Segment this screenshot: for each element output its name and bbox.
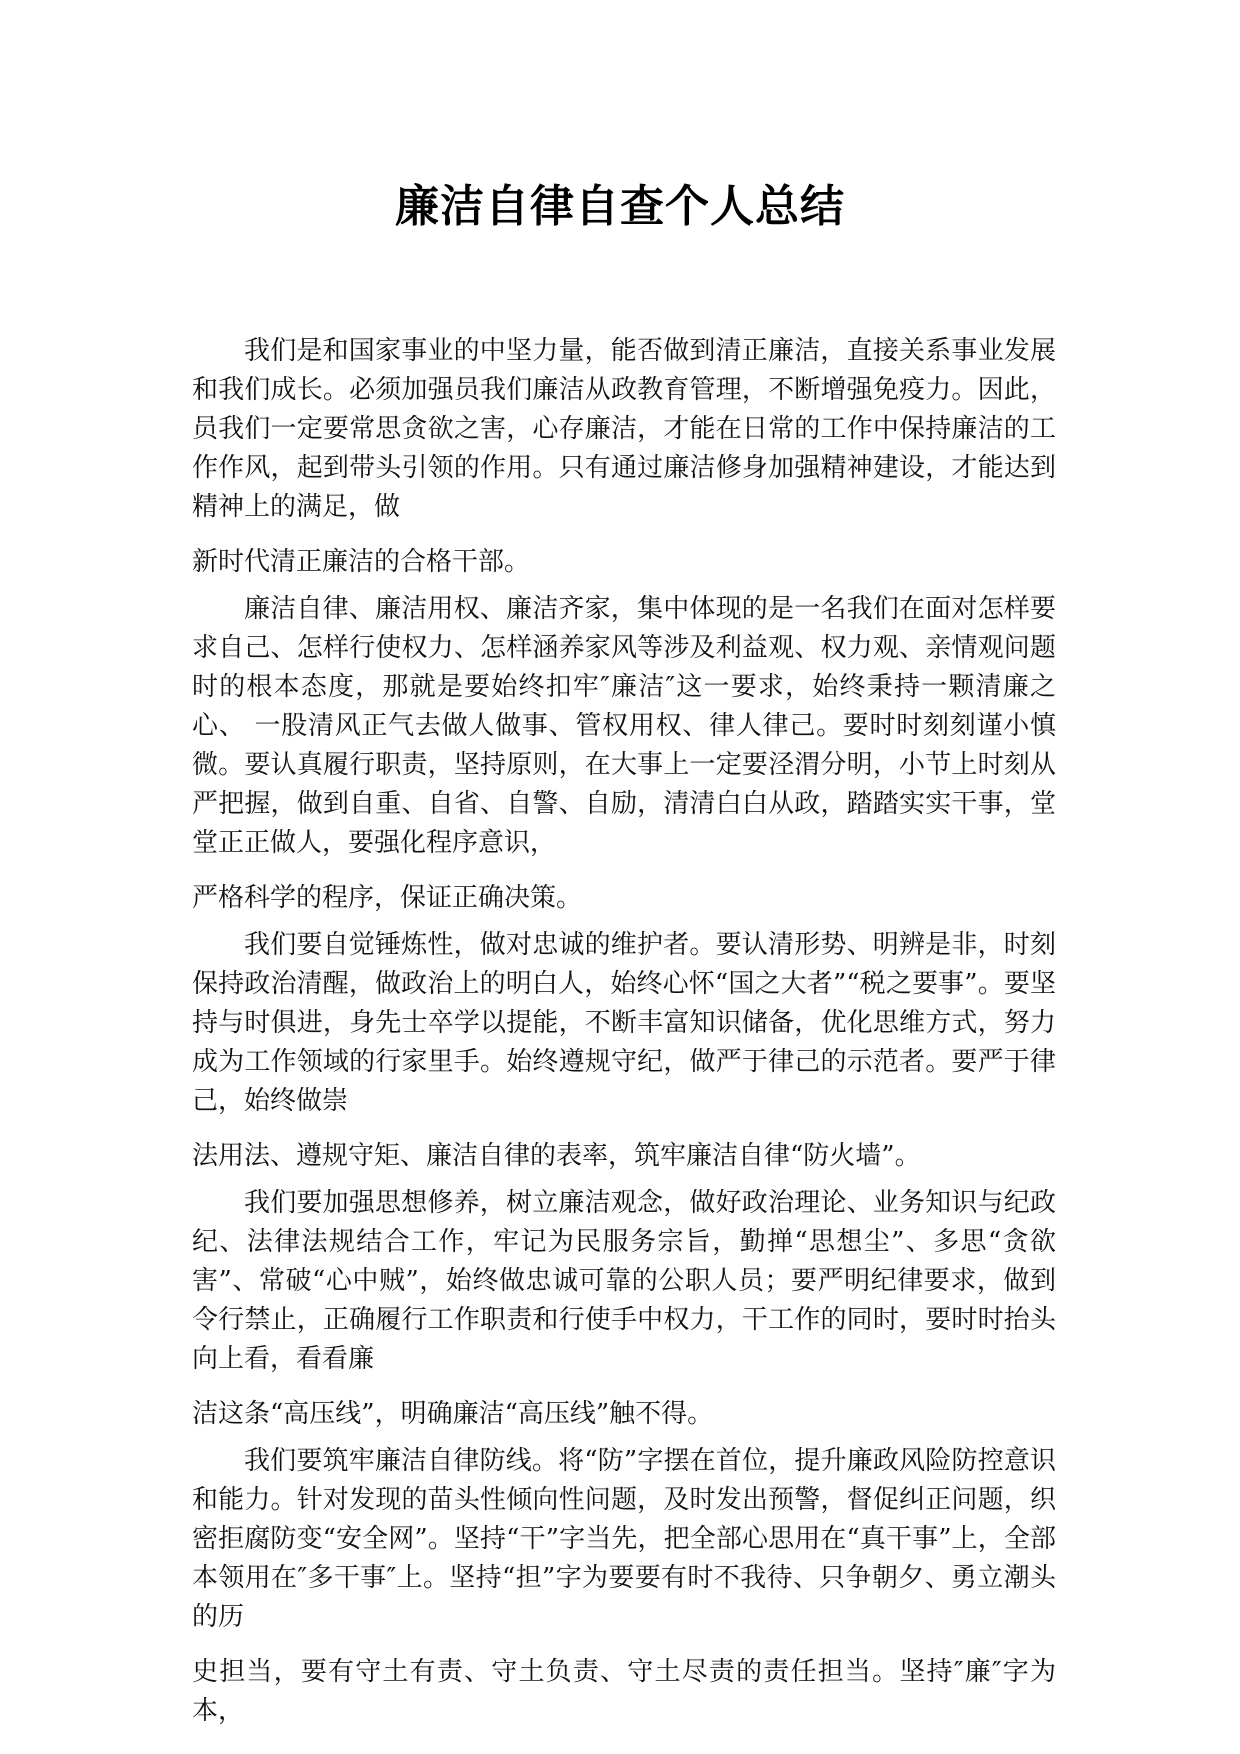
document-title: 廉洁自律自查个人总结 [395,181,845,233]
paragraph-4 [192,1184,1056,1434]
paragraph-1 [192,332,1056,582]
paragraph-last-line: 法用法、遵规守矩、廉洁自律的表率，筑牢廉洁自律“防火墙”。 [192,1141,921,1171]
paragraph-text: 我们要自觉锤炼性，做对忠诚的维护者。要认清形势、明辨是非，时刻保持政治清醒，做政治上的明白人，始终心怀“国之大者”“税之要事”。要坚持与时俱进，身先士卒学以提能，不断丰富知识储备，优化思维方式，努力成为工作领域的行家里手。始终遵规守纪，做严于律己的示范者。要严于律己，始终做崇 [192,930,1056,1116]
paragraph-text: 我们是和国家事业的中坚力量，能否做到清正廉洁，直接关系事业发展和我们成长。必须加强员我们廉洁从政教育管理，不断增强免疫力。因此，员我们一定要常思贪欲之害，心存廉洁，才能在日常的工作中保持廉洁的工作作风，起到带头引领的作用。只有通过廉洁修身加强精神建设，才能达到精神上的满足，做 [192,336,1056,522]
paragraph-5 [192,1442,1056,1731]
document-body [192,332,1056,1731]
paragraph-last-line: 严格科学的程序，保证正确决策。 [192,883,583,913]
paragraph-3 [192,926,1056,1176]
paragraph-last-line: 新时代清正廉洁的合格干部。 [192,547,531,577]
paragraph-text: 我们要加强思想修养，树立廉洁观念，做好政治理论、业务知识与纪政纪、法律法规结合工作，牢记为民服务宗旨，勤掸“思想尘”、多思“贪欲害”、常破“心中贼”，始终做忠诚可靠的公职人员；要严明纪律要求，做到令行禁止，正确履行工作职责和行使手中权力，干工作的同时，要时时抬头向上看，看看廉 [192,1188,1056,1374]
paragraph-text: 廉洁自律、廉洁用权、廉洁齐家，集中体现的是一名我们在面对怎样要求自己、怎样行使权力、怎样涵养家风等涉及利益观、权力观、亲情观问题时的根本态度，那就是要始终扣牢″廉洁″这一要求，始终秉持一颗清廉之心、 一股清风正气去做人做事、管权用权、律人律己。要时时刻刻谨小慎微。要认真履行职责，坚持原则，在大事上一定要泾渭分明，小节上时刻从严把握，做到自重、自省、自警、自励，清清白白从政，踏踏实实干事，堂堂正正做人，要强化程序意识， [192,594,1056,858]
paragraph-text: 我们要筑牢廉洁自律防线。将“防”字摆在首位，提升廉政风险防控意识和能力。针对发现的苗头性倾向性问题，及时发出预警，督促纠正问题，织密拒腐防变“安全网”。坚持“干”字当先，把全部心思用在“真干事”上，全部本领用在″多干事″上。坚持“担”字为要要有时不我待、只争朝夕、勇立潮头的历 [192,1446,1056,1632]
paragraph-2 [192,590,1056,918]
paragraph-last-line: 史担当，要有守土有责、守土负责、守土尽责的责任担当。坚持″廉″字为本， [192,1657,1056,1726]
paragraph-last-line: 洁这条“高压线”，明确廉洁“高压线”触不得。 [192,1399,714,1429]
